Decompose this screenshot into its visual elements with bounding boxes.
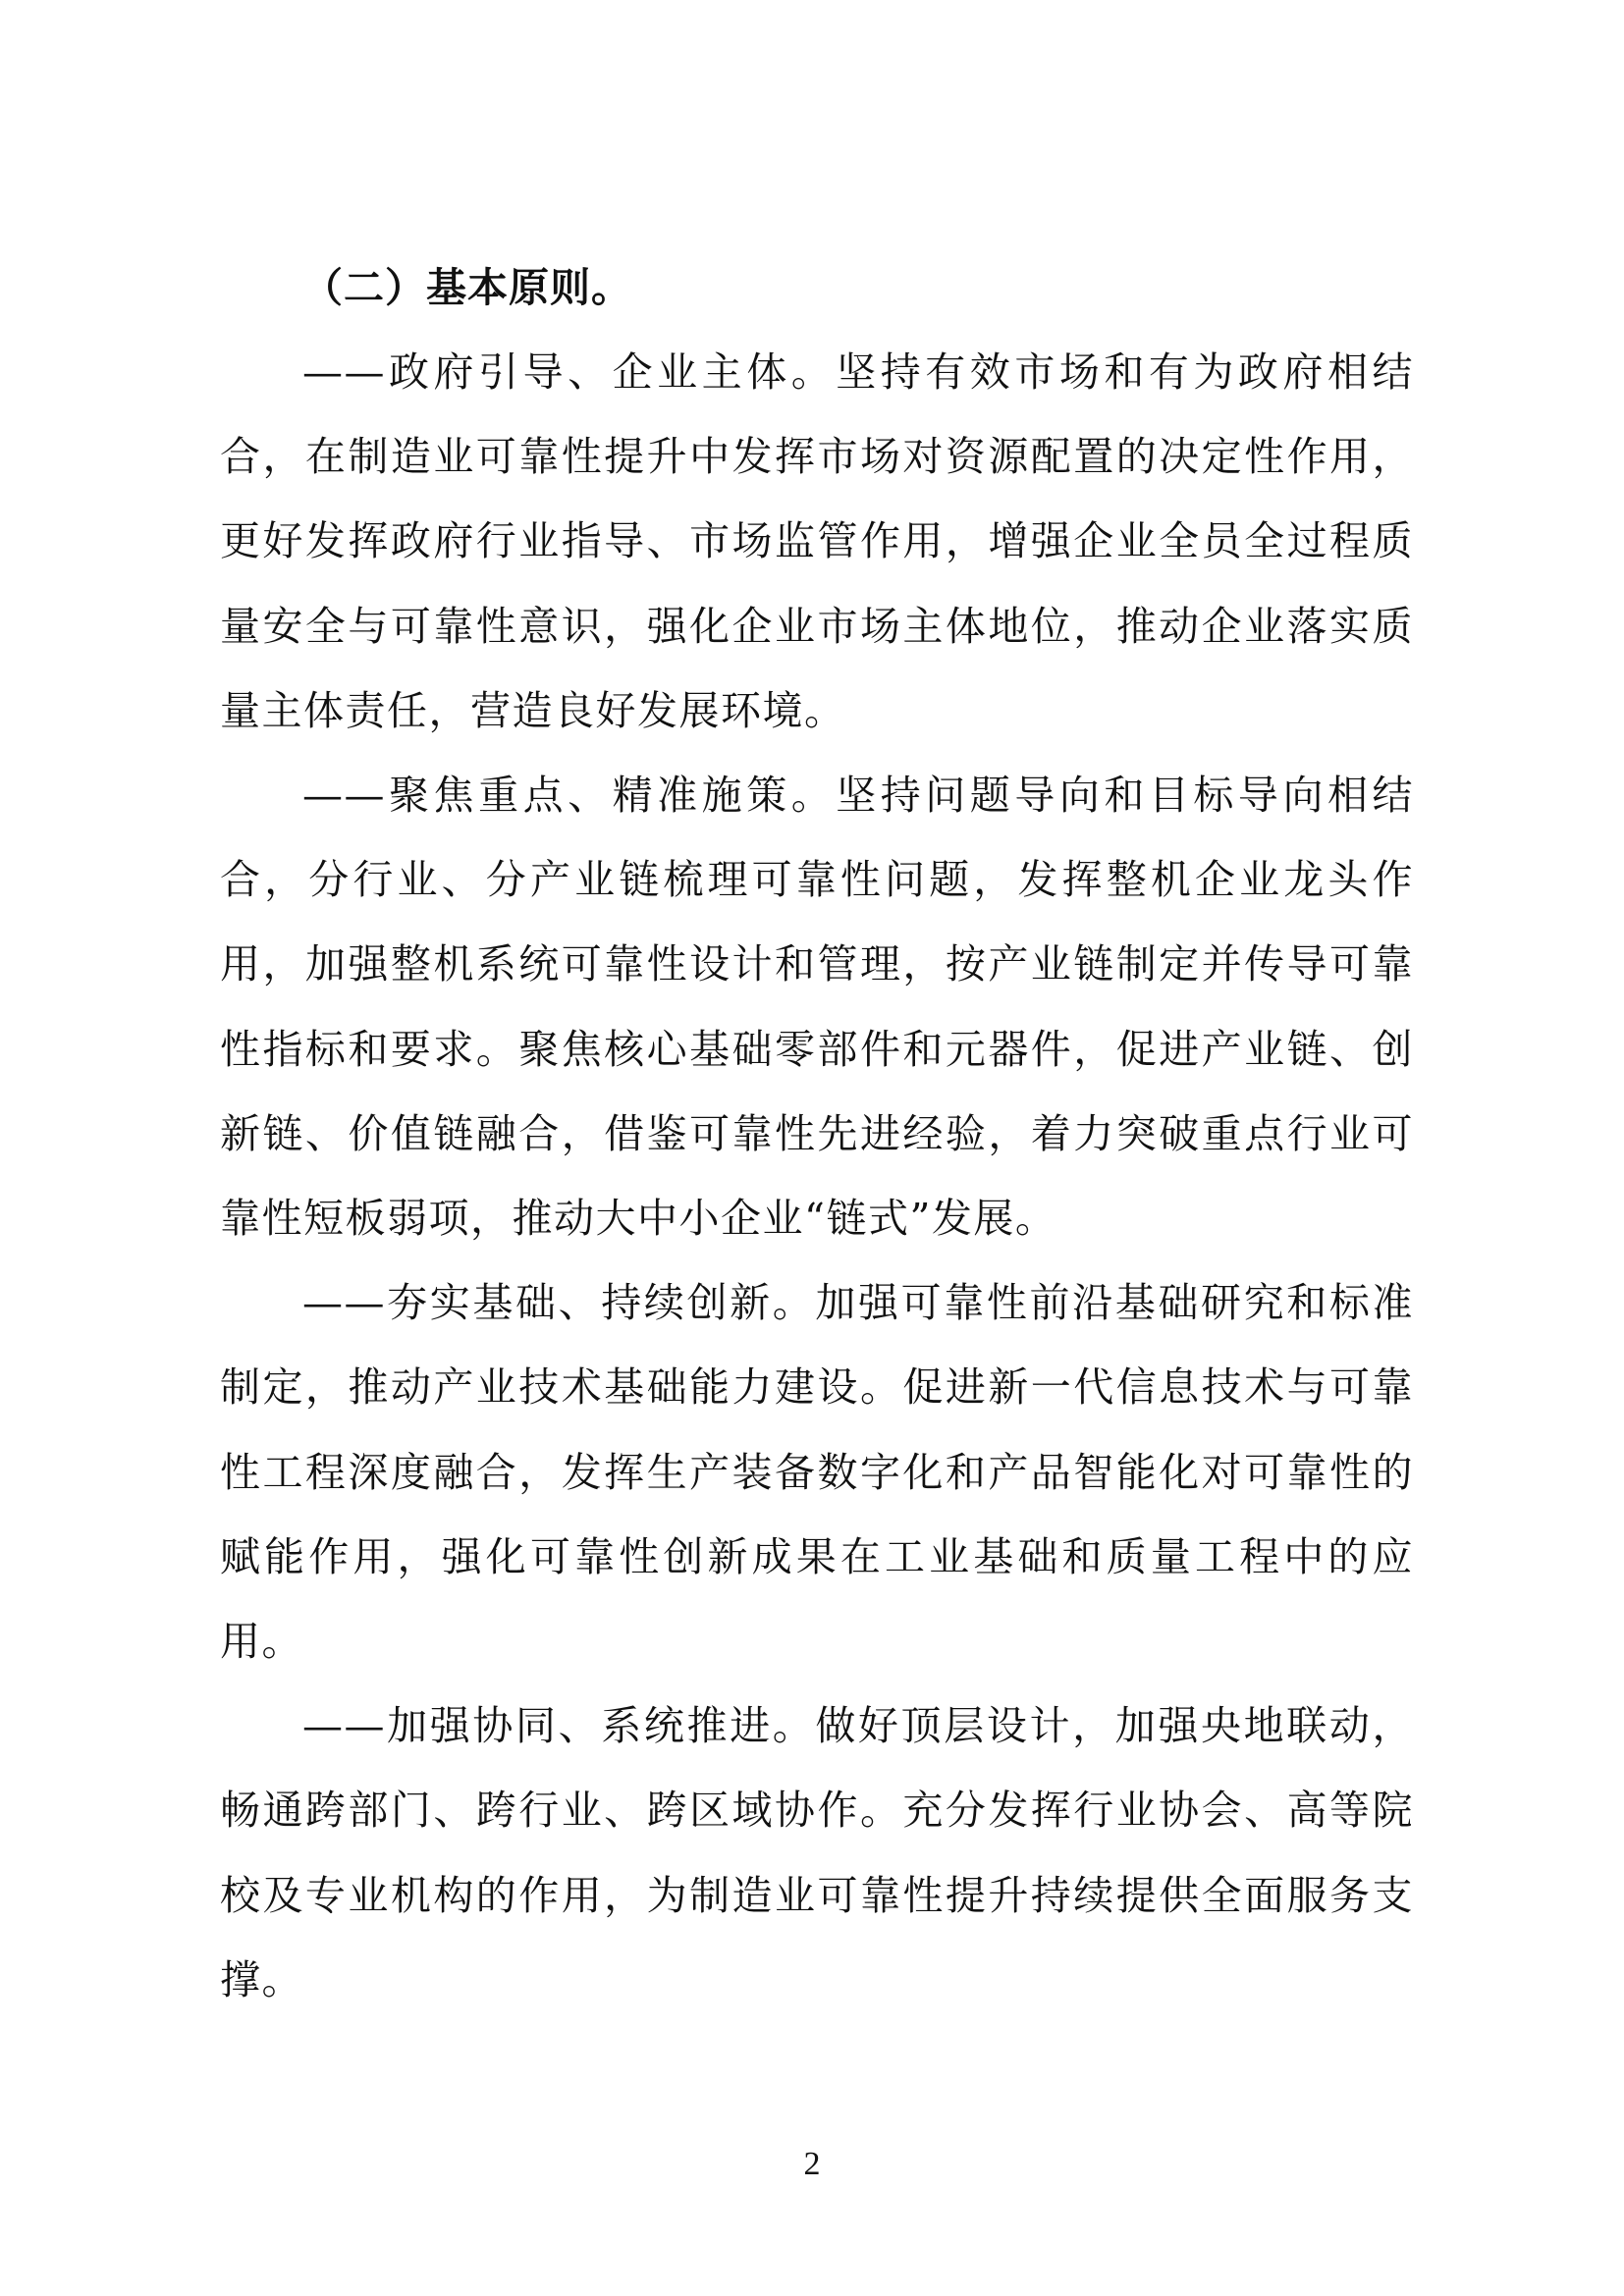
paragraph-government-guidance: ——政府引导、企业主体。坚持有效市场和有为政府相结合，在制造业可靠性提升中发挥市场对资源配置的决定性作用，更好发挥政府行业指导、市场监管作用，增强企业全员全过程质量安全与可靠性意识，强化企业市场主体地位，推动企业落实质量主体责任，营造良好发展环境。 — [220, 348, 1414, 734]
page-number: 2 — [803, 2146, 821, 2182]
section-heading: （二）基本原则。 — [302, 264, 632, 311]
paragraph-focus-key-points: ——聚焦重点、精准施策。坚持问题导向和目标导向相结合，分行业、分产业链梳理可靠性问题，发挥整机企业龙头作用，加强整机系统可靠性设计和管理，按产业链制定并传导可靠性指标和要求。聚焦核心基础零部件和元器件，促进产业链、创新链、价值链融合，借鉴可靠性先进经验，着力突破重点行业可靠性短板弱项，推动大中小企业“链式”发展。 — [220, 772, 1414, 1243]
document-body — [220, 245, 1414, 2022]
paragraph-coordination: ——加强协同、系统推进。做好顶层设计，加强央地联动，畅通跨部门、跨行业、跨区域协作。充分发挥行业协会、高等院校及专业机构的作用，为制造业可靠性提升持续提供全面服务支撑。 — [220, 1702, 1414, 2003]
paragraph-solid-foundation: ——夯实基础、持续创新。加强可靠性前沿基础研究和标准制定，推动产业技术基础能力建设。促进新一代信息技术与可靠性工程深度融合，发挥生产装备数字化和产品智能化对可靠性的赋能作用，强化可靠性创新成果在工业基础和质量工程中的应用。 — [220, 1279, 1414, 1666]
